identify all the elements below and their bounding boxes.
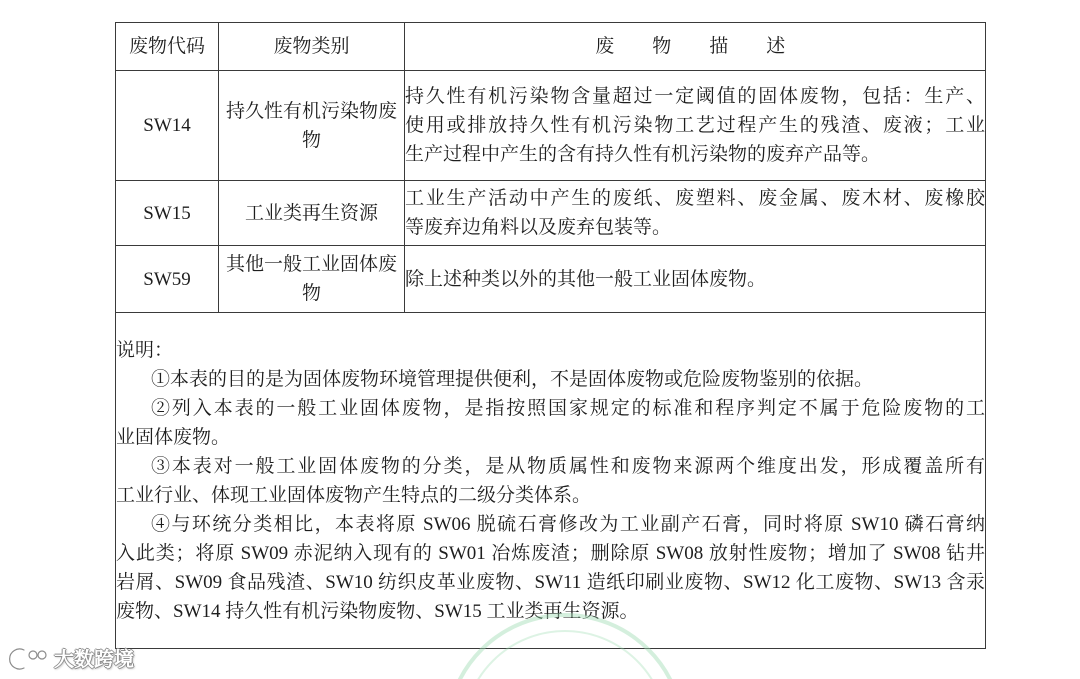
description-line: 持久性有机污染物含量超过一定阈值的固体废物，包括：生产、: [405, 86, 985, 107]
category-cell: 其他一般工业固体废物: [219, 246, 405, 313]
category-cell: 持久性有机污染物废物: [219, 71, 405, 181]
watermark-text: 大数跨境: [54, 647, 134, 671]
description-line: 使用或排放持久性有机污染物工艺过程产生的残渣、废液；工业: [405, 115, 985, 136]
code-cell: SW59: [116, 246, 219, 313]
note-item: [116, 394, 985, 452]
header-cell-description: 废 物 描 述: [405, 23, 986, 71]
category-cell: 工业类再生资源: [219, 181, 405, 246]
code-cell: SW15: [116, 181, 219, 246]
note-line: 岩屑、SW09 食品残渣、SW10 纺织皮革业废物、SW11 造纸印刷业废物、SW12 化工废物、SW13 含汞: [116, 571, 985, 593]
table-row: [116, 71, 986, 181]
note-item: [116, 365, 985, 394]
notes-row: [116, 313, 986, 649]
note-line: ③本表对一般工业固体废物的分类，是从物质属性和废物来源两个维度出发，形成覆盖所有: [151, 455, 985, 477]
note-item: [116, 510, 985, 626]
note-line: 业固体废物。: [116, 426, 231, 448]
note-line: 工业行业、体现工业固体废物产生特点的二级分类体系。: [116, 484, 592, 506]
brand-logo-icon: [8, 644, 50, 674]
table-row: [116, 181, 986, 246]
description-line: 除上述种类以外的其他一般工业固体废物。: [405, 268, 767, 290]
note-item: [116, 452, 985, 510]
table-header-row: [116, 23, 986, 71]
note-line: ①本表的目的是为固体废物环境管理提供便利，不是固体废物或危险废物鉴别的依据。: [151, 368, 874, 390]
table-row: [116, 246, 986, 313]
note-line: 入此类；将原 SW09 赤泥纳入现有的 SW01 冶炼废渣；删除原 SW08 放射性废物；增加了 SW08 钻井: [116, 542, 985, 564]
header-cell-category: 废物类别: [219, 23, 405, 71]
description-line: 等废弃边角料以及废弃包装等。: [405, 217, 672, 238]
waste-classification-table: [115, 22, 986, 649]
description-cell: [405, 71, 986, 181]
description-line: 工业生产活动中产生的废纸、废塑料、废金属、废木材、废橡胶: [405, 188, 985, 209]
notes-heading: 说明：: [116, 339, 174, 361]
note-line: ④与环统分类相比，本表将原 SW06 脱硫石膏修改为工业副产石膏，同时将原 SW10 磷石膏纳: [151, 513, 985, 535]
note-line: 废物、SW14 持久性有机污染物废物、SW15 工业类再生资源。: [116, 600, 639, 622]
notes-cell: [116, 313, 986, 649]
description-cell: [405, 246, 986, 313]
description-cell: [405, 181, 986, 246]
note-line: ②列入本表的一般工业固体废物，是指按照国家规定的标准和程序判定不属于危险废物的工: [151, 397, 985, 419]
description-line: 生产过程中产生的含有持久性有机污染物的废弃产品等。: [405, 144, 881, 165]
header-cell-code: 废物代码: [116, 23, 219, 71]
code-cell: SW14: [116, 71, 219, 181]
